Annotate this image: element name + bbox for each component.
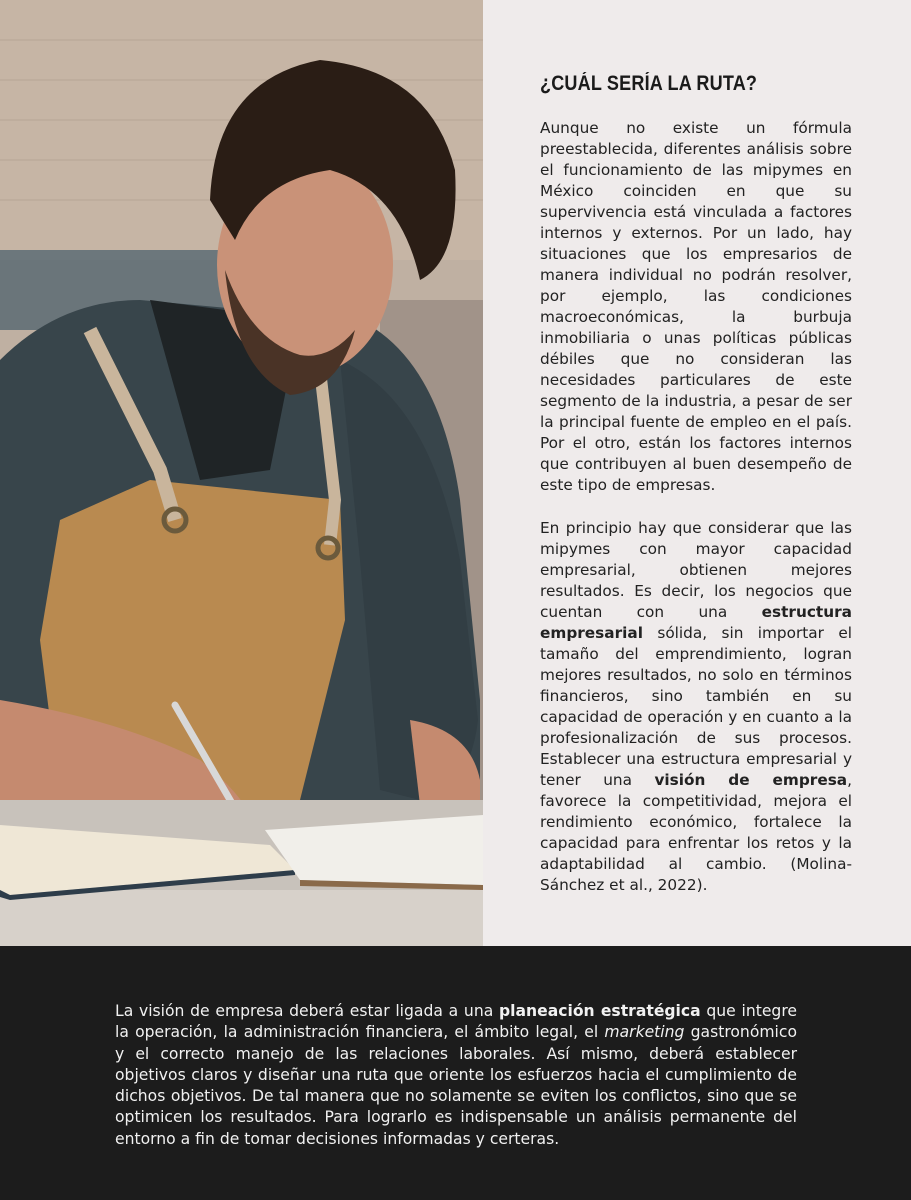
paragraph-2	[540, 518, 852, 896]
paragraph-1	[540, 118, 852, 496]
text-panel	[483, 0, 911, 946]
p2-bold-estructura: estructura empresarial	[540, 603, 852, 642]
section-heading: ¿CUÁL SERÍA LA RUTA?	[540, 72, 758, 95]
photo-illustration	[0, 0, 483, 946]
paragraph-1-text: Aunque no existe un fórmula preestablecida, diferentes análisis sobre el funcionamiento de las mipymes en México coinciden en que su supervivencia está vinculada a factores internos y externos. Por un lado, hay situaciones que los empresarios de manera individual no podrán resolver, por ejemplo, las condiciones macroeconómicas, la burbuja inmobiliaria o unas políticas públicas débiles que no consideran las necesidades particulares de este segmento de la industria, a pesar de ser la principal fuente de empleo en el país. Por el otro, están los factores internos que contribuyen al buen desempeño de este tipo de empresas.	[540, 119, 852, 494]
photo-man-writing	[0, 0, 483, 946]
paragraph-2-text	[540, 518, 852, 896]
p2-bold-vision: visión de empresa	[654, 771, 848, 789]
bottom-text-e: gastronómico y el correcto manejo de las relaciones laborales. Así mismo, deberá establecer objetivos claros y diseñar una ruta que oriente los esfuerzos hacia el cumplimiento de dichos objetivos. De tal manera que no solamente se eviten los conflictos, sino que se optimicen los resultados. Para lograrlo es indispensable un análisis permanente del entorno a fin de tomar decisiones informadas y certeras.	[115, 1023, 797, 1148]
bottom-text-a: La visión de empresa deberá estar ligada a una	[115, 1002, 499, 1020]
bottom-paragraph	[115, 1001, 797, 1150]
p2-text-a: En principio hay que considerar que las mipymes con mayor capacidad empresarial, obtienen mejores resultados. Es decir, los negocios que cuentan con una	[540, 519, 852, 621]
bottom-italic-marketing: marketing	[604, 1023, 685, 1042]
p2-text-e: , favorece la competitividad, mejora el rendimiento económico, fortalece la capacidad para enfrentar los retos y la adaptabilidad al cambio. (Molina-Sánchez et al., 2022).	[540, 771, 852, 894]
bottom-text-c: que integre la operación, la administración financiera, el ámbito legal, el	[115, 1002, 797, 1042]
p2-text-c: sólida, sin importar el tamaño del emprendimiento, logran mejores resultados, no solo en términos financieros, sino también en su capacidad de operación y en cuanto a la profesionalización de sus procesos. Establecer una estructura empresarial y tener una	[540, 624, 852, 789]
bottom-bold-planeacion: planeación estratégica	[499, 1002, 701, 1020]
